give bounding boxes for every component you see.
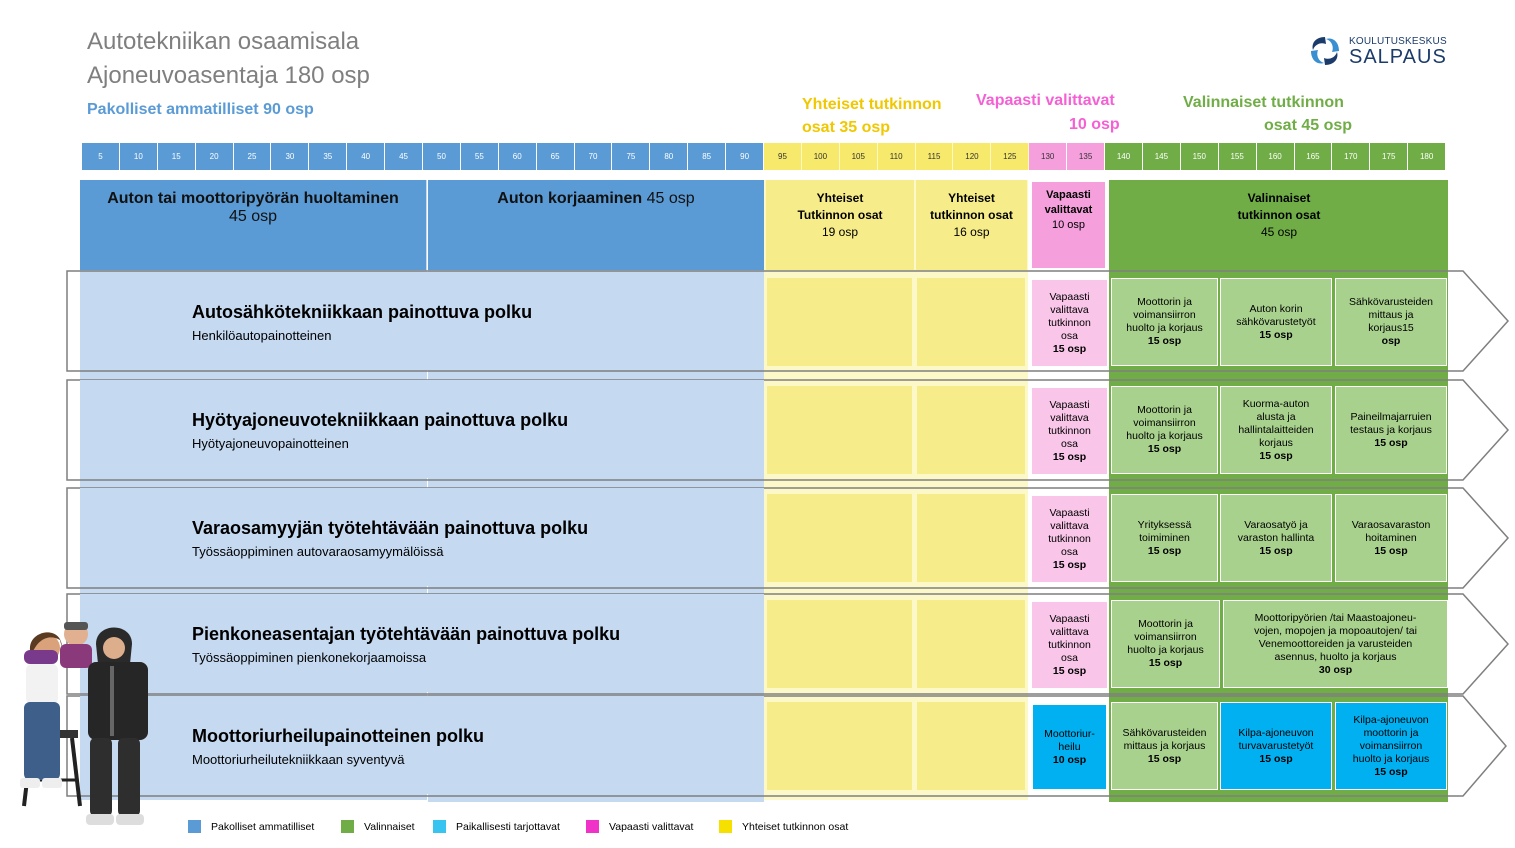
scale-tick: 65: [537, 143, 575, 170]
optional-cell-line: mittaus ja: [1368, 309, 1414, 321]
optional-cell-osp: 15 osp: [1259, 449, 1293, 462]
optional-cell-line: korjaus15: [1368, 322, 1414, 334]
legend-label: Pakolliset ammatilliset: [211, 820, 315, 833]
scale-tick: 160: [1257, 143, 1295, 170]
free-cell: [1032, 704, 1107, 790]
box-common-2-line1: Yhteiset: [948, 191, 995, 205]
common-cell-1: [767, 600, 912, 688]
free-cell-line: osa: [1061, 329, 1078, 342]
optional-cell-line: voimansiirron: [1359, 739, 1423, 752]
free-cell-line: tutkinnon: [1048, 638, 1091, 651]
free-cell: [1032, 388, 1107, 474]
path-title: Pienkoneasentajan työtehtävään painottuva polku: [192, 624, 621, 644]
free-cell-line: osa: [1061, 651, 1078, 664]
optional-cell-osp: 30 osp: [1318, 663, 1353, 676]
scale-tick: 15: [158, 143, 196, 170]
free-cell: [1032, 496, 1107, 582]
scale-tick: 90: [726, 143, 764, 170]
optional-cell: [1220, 278, 1332, 366]
common-cell-1: [767, 702, 912, 790]
optional-cell-line: Moottorin ja: [1138, 618, 1193, 630]
optional-cell: [1111, 386, 1218, 474]
optional-cell-line: testaus ja korjaus: [1350, 423, 1432, 436]
free-cell-line: valittava: [1050, 625, 1089, 638]
free-cell-line: 15 osp: [1052, 450, 1087, 463]
optional-cell-line: Paineilmajarruien: [1350, 410, 1432, 423]
legend-swatch: [188, 820, 201, 833]
optional-cell: [1220, 494, 1332, 582]
free-cell-line: Vapaasti: [1049, 506, 1090, 519]
common-cell-2: [917, 494, 1025, 582]
box-free-line2: valittavat: [1044, 204, 1093, 216]
free-cell: [1032, 602, 1107, 688]
optional-cell: [1111, 494, 1218, 582]
optional-cell-line: huolto ja korjaus: [1126, 322, 1203, 334]
optional-cell-line: alusta ja: [1256, 410, 1296, 423]
optional-heading-line2: osat 45 osp: [1264, 117, 1353, 134]
legend-item: [586, 820, 693, 833]
optional-heading-line1: Valinnaiset tutkinnon: [1183, 94, 1344, 111]
scale-tick: 165: [1295, 143, 1333, 170]
path-title: Varaosamyyjän työtehtävään painottuva polku: [192, 518, 589, 538]
box-korjaaminen-osp: 45 osp: [646, 190, 695, 207]
scale-tick: 25: [234, 143, 272, 170]
logo-main-text: SALPAUS: [1349, 46, 1447, 68]
legend-item: [719, 820, 848, 833]
optional-cell-line: Kuorma-auton: [1242, 397, 1310, 410]
legend-swatch: [433, 820, 446, 833]
common-cell-2: [917, 702, 1025, 790]
optional-cell-line: huolto ja korjaus: [1352, 752, 1430, 765]
scale-tick: 10: [120, 143, 158, 170]
free-cell-line: osa: [1061, 545, 1078, 558]
page-subtitle: Ajoneuvoasentaja 180 osp: [87, 62, 370, 89]
scale-tick: 120: [953, 143, 991, 170]
optional-cell-osp: 15 osp: [1147, 752, 1182, 765]
scale-tick: 60: [499, 143, 537, 170]
common-cell-2: [917, 386, 1025, 474]
scale-tick: 100: [802, 143, 840, 170]
optional-cell-line: sähkövarustetyöt: [1236, 315, 1316, 328]
students-photo: [10, 610, 165, 838]
optional-cell-line: vojen, mopojen ja mopoautojen/ tai: [1254, 624, 1417, 637]
optional-cell-line: korjaus: [1259, 436, 1293, 449]
scale-tick: 30: [271, 143, 309, 170]
optional-cell: [1223, 600, 1448, 688]
common-cell-1: [767, 494, 912, 582]
optional-cell-osp: 15 osp: [1259, 752, 1293, 765]
free-cell-line: valittava: [1050, 303, 1089, 316]
free-heading-line1: Vapaasti valittavat: [976, 92, 1115, 109]
free-cell-line: Vapaasti: [1049, 612, 1090, 625]
box-optional-line1: Valinnaiset: [1247, 191, 1311, 205]
free-cell-line: tutkinnon: [1048, 424, 1091, 437]
optional-cell-line: varaston hallinta: [1237, 531, 1315, 544]
scale-tick: 135: [1067, 143, 1105, 170]
free-cell-line: 15 osp: [1052, 664, 1087, 677]
optional-cell-osp: 15 osp: [1374, 765, 1408, 778]
free-cell-line: tutkinnon: [1048, 532, 1091, 545]
scale-tick: 75: [612, 143, 650, 170]
logo-small-text: KOULUTUSKESKUS: [1349, 36, 1447, 47]
optional-cell: [1220, 702, 1332, 790]
path-title: Autosähkötekniikkaan painottuva polku: [192, 302, 533, 322]
optional-cell-line: voimansiirron: [1134, 631, 1197, 643]
optional-cell-line: Moottorin ja: [1137, 404, 1192, 416]
scale-tick: 175: [1370, 143, 1408, 170]
optional-cell-osp: 15 osp: [1147, 544, 1182, 557]
box-optional-line2: tutkinnon osat: [1237, 208, 1321, 222]
scale-tick: 150: [1181, 143, 1219, 170]
optional-cell-line: huolto ja korjaus: [1126, 430, 1203, 442]
optional-cell-line: hallintalaitteiden: [1238, 423, 1314, 436]
box-korjaaminen-title: Auton korjaaminen: [497, 190, 643, 207]
legend-swatch: [341, 820, 354, 833]
box-common-1-line1: Yhteiset: [816, 191, 864, 205]
box-huoltaminen-title: Auton tai moottoripyörän huoltaminen: [107, 190, 399, 207]
optional-cell-line: mittaus ja korjaus: [1123, 739, 1206, 752]
scale-tick: 115: [916, 143, 954, 170]
scale-tick: 85: [688, 143, 726, 170]
scale-tick: 95: [764, 143, 802, 170]
optional-cell-osp: 15 osp: [1259, 544, 1293, 557]
free-cell-line: valittava: [1050, 519, 1089, 532]
optional-cell: [1111, 702, 1218, 790]
optional-cell-line: moottorin ja: [1363, 726, 1419, 739]
optional-cell-osp: 15 osp: [1147, 443, 1182, 455]
optional-cell-line: Moottoripyörien /tai Maastoajoneu-: [1254, 611, 1417, 624]
scale-tick: 125: [991, 143, 1029, 170]
legend-label: Paikallisesti tarjottavat: [456, 820, 560, 833]
optional-cell-line: Kilpa-ajoneuvon: [1353, 713, 1429, 726]
free-cell-line: heilu: [1058, 740, 1081, 753]
legend-label: Yhteiset tutkinnon osat: [742, 820, 849, 833]
scale-tick: 50: [423, 143, 461, 170]
scale-tick: 170: [1332, 143, 1370, 170]
free-cell-line: 15 osp: [1052, 342, 1087, 355]
scale-tick: 5: [82, 143, 120, 170]
path-subtitle: Hyötyajoneuvopainotteinen: [192, 436, 349, 451]
scale-tick: 155: [1219, 143, 1257, 170]
box-common-2-line2: tutkinnon osat: [930, 208, 1013, 222]
free-cell: [1032, 280, 1107, 366]
free-cell-line: osa: [1061, 437, 1078, 450]
path-subtitle: Moottoriurheilutekniikkaan syventyvä: [192, 752, 405, 767]
optional-cell-osp: 15 osp: [1374, 544, 1408, 557]
free-cell-line: 10 osp: [1052, 753, 1087, 766]
legend-item: [188, 820, 314, 833]
optional-cell-line: Auton korin: [1249, 302, 1303, 315]
optional-cell-osp: 15 osp: [1148, 657, 1183, 669]
scale-tick: 180: [1408, 143, 1446, 170]
optional-cell-line: Moottorin ja: [1137, 296, 1192, 308]
optional-cell-line: Yrityksessä: [1137, 518, 1192, 531]
free-cell-line: tutkinnon: [1048, 316, 1091, 329]
box-free-line1: Vapaasti: [1046, 189, 1091, 201]
optional-cell: [1335, 386, 1447, 474]
scale-tick: 55: [461, 143, 499, 170]
legend-swatch: [719, 820, 732, 833]
path-title: Moottoriurheilupainotteinen polku: [192, 726, 484, 746]
common-cell-1: [767, 386, 912, 474]
free-cell-line: valittava: [1050, 411, 1089, 424]
optional-cell-line: toimiminen: [1139, 531, 1190, 544]
free-cell-line: Vapaasti: [1049, 290, 1090, 303]
path-subtitle: Työssäoppiminen pienkonekorjaamoissa: [192, 650, 427, 665]
box-common-1-line2: Tutkinnon osat: [797, 208, 883, 222]
path-subtitle: Henkilöautopainotteinen: [192, 328, 332, 343]
optional-cell-osp: 15 osp: [1374, 436, 1408, 449]
optional-cell-line: turvavarustetyöt: [1238, 739, 1314, 752]
box-huoltaminen-osp: 45 osp: [228, 208, 278, 225]
common-heading-line1: Yhteiset tutkinnon: [802, 96, 942, 113]
scale-tick: 40: [347, 143, 385, 170]
legend-swatch: [586, 820, 599, 833]
legend-item: [341, 820, 415, 833]
optional-cell-osp: osp: [1381, 335, 1401, 347]
optional-cell: [1335, 494, 1447, 582]
common-heading-line2: osat 35 osp: [802, 119, 891, 136]
common-cell-2: [917, 278, 1025, 366]
common-cell-2: [917, 600, 1025, 688]
common-cell-1: [767, 278, 912, 366]
scale-tick: 145: [1143, 143, 1181, 170]
scale-tick: 140: [1105, 143, 1143, 170]
optional-cell: [1111, 600, 1220, 688]
optional-cell-line: voimansiirron: [1133, 417, 1196, 429]
scale-tick: 130: [1029, 143, 1067, 170]
legend-item: [433, 820, 560, 833]
optional-cell: [1220, 386, 1332, 474]
free-cell-line: Vapaasti: [1049, 398, 1090, 411]
free-cell-line: 15 osp: [1052, 558, 1087, 571]
optional-cell: [1335, 278, 1447, 366]
scale-tick: 105: [840, 143, 878, 170]
mandatory-heading: Pakolliset ammatilliset 90 osp: [87, 101, 314, 118]
box-common-2-osp: 16 osp: [953, 225, 990, 239]
box-free-osp: 10 osp: [1051, 219, 1086, 231]
scale-tick: 70: [575, 143, 613, 170]
optional-cell-line: Kilpa-ajoneuvon: [1238, 726, 1314, 739]
optional-cell-line: Venemoottoreiden ja varusteiden: [1258, 637, 1413, 650]
path-subtitle: Työssäoppiminen autovaraosamyymälöissä: [192, 544, 444, 559]
optional-cell-osp: 15 osp: [1147, 335, 1182, 347]
scale-tick: 110: [878, 143, 916, 170]
box-common-1-osp: 19 osp: [821, 225, 859, 239]
optional-cell-osp: 15 osp: [1259, 328, 1293, 341]
legend-label: Vapaasti valittavat: [609, 820, 694, 833]
optional-cell: [1335, 702, 1447, 790]
page-title: Autotekniikan osaamisala: [87, 28, 360, 55]
optional-cell-line: hoitaminen: [1365, 531, 1417, 544]
scale-tick: 35: [309, 143, 347, 170]
scale-tick: 80: [650, 143, 688, 170]
scale-tick: 45: [385, 143, 423, 170]
legend-label: Valinnaiset: [364, 820, 415, 833]
optional-cell: [1111, 278, 1218, 366]
optional-cell-line: asennus, huolto ja korjaus: [1274, 650, 1397, 663]
free-cell-line: Moottoriur-: [1044, 727, 1095, 740]
optional-cell-line: huolto ja korjaus: [1127, 644, 1204, 656]
optional-cell-line: Varaosavaraston: [1351, 518, 1431, 531]
box-optional-osp: 45 osp: [1260, 225, 1298, 239]
optional-cell-line: Sähkövarusteiden: [1122, 726, 1207, 739]
path-title: Hyötyajoneuvotekniikkaan painottuva polku: [192, 410, 569, 430]
optional-cell-line: Varaosatyö ja: [1244, 518, 1308, 531]
scale-tick: 20: [196, 143, 234, 170]
optional-cell-line: voimansiirron: [1133, 309, 1196, 321]
free-heading-line2: 10 osp: [1069, 116, 1120, 133]
optional-cell-line: Sähkövarusteiden: [1348, 296, 1434, 308]
